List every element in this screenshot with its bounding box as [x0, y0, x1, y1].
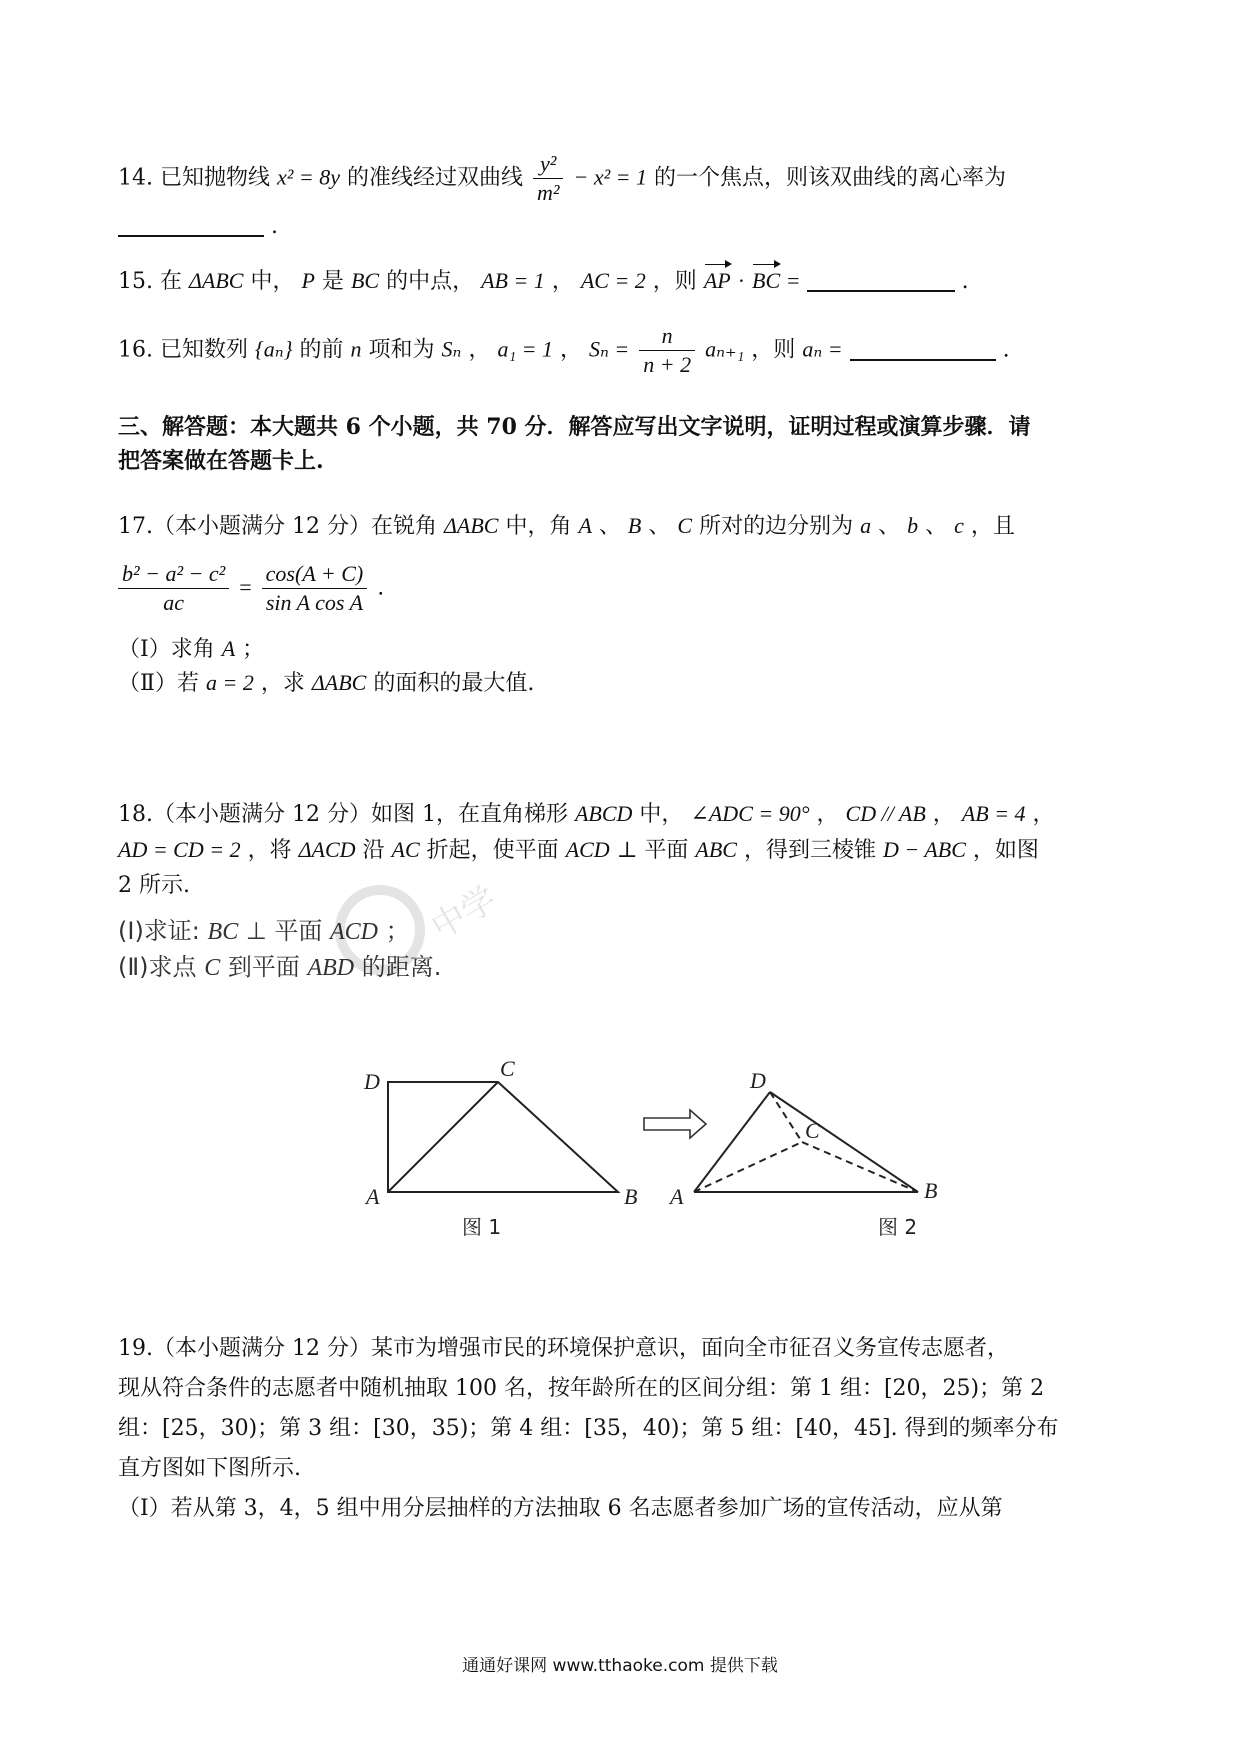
fig2-edge-da — [694, 1092, 770, 1192]
q16-comma2: ， — [559, 337, 582, 363]
section3-line2: 把答案做在答题卡上. — [118, 448, 324, 474]
q18-part2-c: C — [204, 955, 221, 981]
figure-1 — [388, 1082, 618, 1192]
fig2-caption: 图 2 — [878, 1215, 918, 1239]
q18-t7: ，如图 — [972, 838, 1039, 863]
q18-t5: 平面 — [644, 838, 689, 863]
q16-t1: 的前 — [299, 337, 344, 363]
q17-part2-triangle: ΔABC — [311, 670, 367, 695]
q16-period: . — [1002, 337, 1010, 363]
q18-part1-perp: ⊥ 平面 — [245, 917, 331, 945]
q18-end1: ， — [1032, 802, 1055, 827]
q18-t2: ，将 — [247, 838, 292, 863]
q18-ad-cd: AD = CD = 2 — [118, 837, 241, 862]
q14-parabola: x² = 8y — [276, 164, 340, 190]
q17-sep4: 、 — [925, 514, 948, 539]
q18-ac: AC — [391, 837, 420, 862]
fig2-edge-db — [770, 1092, 918, 1192]
q15-p: P — [301, 268, 315, 293]
q16-n: n — [350, 336, 362, 362]
q18-angle: ∠ADC = 90° — [690, 801, 810, 826]
q17-part2-end: 的面积的最大值. — [373, 671, 535, 696]
q17-angle-a: A — [578, 513, 592, 538]
q19-line5: （Ⅰ）若从第 3，4，5 组中用分层抽样的方法抽取 6 名志愿者参加广场的宣传活动，应从第 — [118, 1496, 1003, 1521]
q14-frac-num: y² — [533, 150, 563, 179]
q17-line2 — [118, 560, 384, 617]
q18-part1-text: (Ⅰ)求证: — [118, 917, 208, 945]
q16-frac-den: n + 2 — [643, 352, 692, 377]
q15-t2: 是 — [321, 269, 344, 294]
q17-side-b: b — [907, 513, 919, 538]
figures — [350, 1040, 1050, 1240]
q18-part1-bc: BC — [207, 919, 239, 945]
q16-an: aₙ = — [802, 336, 843, 362]
q16-sn: Sₙ — [441, 336, 462, 362]
q15-triangle: ΔABC — [188, 268, 244, 293]
q17-rhs-den: sin A cos A — [265, 590, 364, 615]
q17-sep2: 、 — [648, 514, 671, 539]
q18-pyramid: D − ABC — [882, 837, 966, 862]
fig2-label-b: B — [924, 1178, 938, 1203]
q14-period: . — [271, 214, 278, 239]
q15-t1: 中， — [250, 269, 295, 294]
q16-sn-lhs: Sₙ = — [588, 336, 630, 362]
q14-tail-expr: − x² = 1 — [573, 164, 648, 190]
q14-line1 — [118, 150, 1006, 207]
q17-lead: 17.（本小题满分 12 分）在锐角 — [118, 514, 437, 539]
fig1-label-a: A — [366, 1184, 380, 1209]
q14-end: 的一个焦点，则该双曲线的离心率为 — [654, 165, 1007, 191]
q15-dot: · — [737, 268, 746, 293]
q15-answer-blank[interactable] — [807, 290, 955, 292]
section3-line1: 三、解答题：本大题共 6 个小题，共 70 分．解答应写出文字说明，证明过程或演算步骤．请 — [118, 414, 1031, 440]
q15-ab: AB = 1 — [481, 268, 545, 293]
q17-eq: = — [239, 574, 252, 600]
fig1-label-d: D — [364, 1069, 380, 1094]
q16-answer-blank[interactable] — [850, 359, 996, 361]
q18-line3: 2 所示. — [118, 873, 190, 898]
q17-lhs-fraction — [118, 560, 229, 617]
q17-line1 — [118, 511, 1015, 542]
fig2-label-c: C — [805, 1118, 820, 1143]
q19-line1: 19.（本小题满分 12 分）某市为增强市民的环境保护意识，面向全市征召义务宣传志愿者， — [118, 1336, 1009, 1361]
q15-eq: = — [787, 268, 800, 293]
q16-frac-num: n — [639, 322, 695, 351]
q17-rhs-num: cos(A + C) — [262, 560, 368, 589]
q17-period: . — [377, 575, 385, 601]
q14-line2 — [118, 212, 278, 242]
fig1-trapezoid — [388, 1082, 618, 1192]
q15-period: . — [961, 269, 969, 294]
q18-lead: 18.（本小题满分 12 分）如图 1，在直角梯形 — [118, 802, 568, 827]
fig2-edge-ac — [694, 1142, 802, 1192]
fig2-edge-dc — [770, 1092, 802, 1142]
q16-t3: ，则 — [751, 337, 796, 363]
q17-sep3: 、 — [878, 514, 901, 539]
q18-part2-text: (Ⅱ)求点 — [118, 953, 197, 981]
q18-t3: 沿 — [362, 838, 385, 863]
q15-t4: ，则 — [652, 269, 697, 294]
q15-vector-ap: AP — [704, 266, 731, 296]
q14-frac-den: m² — [536, 180, 560, 205]
q17-part2-text: （Ⅱ）若 — [118, 671, 199, 696]
q17-lhs-den: ac — [163, 590, 184, 615]
q16-t2: 项和为 — [368, 337, 435, 363]
q18-t1: 中， — [639, 802, 684, 827]
q17-part1-var: A — [221, 636, 236, 661]
fig1-caption: 图 1 — [462, 1215, 502, 1239]
q17-part1-end: ； — [242, 637, 265, 662]
q18-plane-abc: ABC — [695, 837, 737, 862]
fig1-label-b: B — [624, 1184, 638, 1209]
q15-lead: 15. 在 — [118, 269, 182, 294]
q17-part2 — [118, 668, 534, 699]
transform-arrow-icon — [644, 1110, 706, 1138]
q17-part2-mid: ，求 — [260, 671, 305, 696]
q17-t2: 所对的边分别为 — [699, 514, 854, 539]
q18-part1-plane: ACD — [330, 919, 379, 945]
q17-side-c: c — [954, 513, 964, 538]
q15-ac: AC = 2 — [580, 268, 646, 293]
fig2-edge-cb — [802, 1142, 918, 1192]
q18-line2 — [118, 835, 1039, 866]
q17-t3: ，且 — [970, 514, 1015, 539]
fig1-diagonal-ac — [388, 1082, 498, 1192]
q18-part2-plane: ABD — [307, 955, 355, 981]
q18-plane-acd: ACD — [565, 837, 610, 862]
q16-a1: a₁ = 1 — [497, 336, 553, 362]
q17-sep1: 、 — [598, 514, 621, 539]
q14-mid: 的准线经过双曲线 — [346, 165, 523, 191]
q19-line2: 现从符合条件的志愿者中随机抽取 100 名，按年龄所在的区间分组：第 1 组：[20，25)；第 2 — [118, 1376, 1045, 1401]
q17-triangle: ΔABC — [443, 513, 499, 538]
watermark-text: 中学 — [424, 879, 504, 948]
q16-fraction — [639, 322, 695, 379]
q17-rhs-fraction — [262, 560, 368, 617]
watermark — [330, 860, 570, 1000]
q19-line3: 组：[25，30)；第 3 组：[30，35)；第 4 组：[35，40)；第 5 组：[40，45]. 得到的频率分布 — [118, 1416, 1059, 1441]
q18-comma1: ， — [816, 802, 839, 827]
q18-abcd: ABCD — [574, 801, 633, 826]
q17-t1: 中，角 — [505, 514, 572, 539]
watermark-ring-shape — [340, 890, 420, 970]
q15-line — [118, 266, 969, 297]
q15-t3: 的中点， — [386, 269, 475, 294]
q18-part2-mid: 到平面 — [227, 953, 308, 981]
q18-part2-end: 的距离. — [361, 953, 442, 981]
q17-lhs-num: b² − a² − c² — [118, 560, 229, 589]
q15-comma: ， — [551, 269, 574, 294]
q17-angle-c: C — [677, 513, 693, 538]
q16-lead: 16. 已知数列 — [118, 337, 248, 363]
fig2-label-d: D — [750, 1068, 766, 1093]
q17-part1-text: （Ⅰ）求角 — [118, 637, 215, 662]
fig2-label-a: A — [670, 1184, 684, 1209]
q14-hyperbola-fraction — [533, 150, 563, 207]
page-footer: 通通好课网 www.tthaoke.com 提供下载 — [462, 1656, 778, 1676]
q15-bc: BC — [350, 268, 380, 293]
q18-triangle: ΔACD — [298, 837, 356, 862]
q14-lead: 14. 已知抛物线 — [118, 165, 270, 191]
q14-answer-blank[interactable] — [118, 235, 264, 237]
q16-sequence: {aₙ} — [254, 336, 293, 362]
q18-t6: ，得到三棱锥 — [743, 838, 876, 863]
q16-comma: ， — [468, 337, 491, 363]
q18-perp: ⊥ — [616, 837, 638, 862]
q16-line — [118, 322, 1010, 379]
q19-line4: 直方图如下图所示. — [118, 1456, 301, 1481]
q18-parallel: CD // AB — [845, 801, 926, 826]
q15-vector-bc: BC — [752, 266, 780, 296]
q18-comma2: ， — [932, 802, 955, 827]
q18-line1 — [118, 799, 1055, 830]
q18-t4: 折起，使平面 — [426, 838, 559, 863]
q17-side-a: a — [860, 513, 872, 538]
q18-part1-end: ； — [385, 917, 410, 945]
q17-part2-expr: a = 2 — [205, 670, 254, 695]
q16-a-next: aₙ₊₁ — [705, 336, 745, 362]
q17-part1 — [118, 634, 264, 665]
fig1-label-c: C — [500, 1056, 515, 1081]
q17-angle-b: B — [627, 513, 642, 538]
q18-ab: AB = 4 — [961, 801, 1026, 826]
